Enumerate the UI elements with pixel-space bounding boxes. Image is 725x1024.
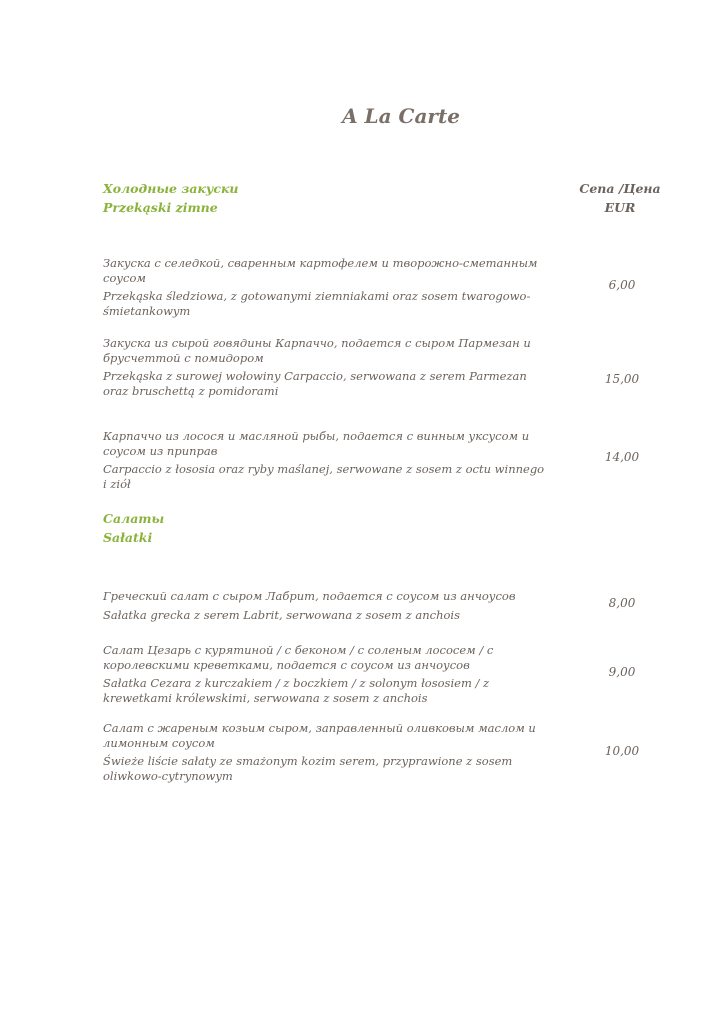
item-description-ru: Закуска с селедкой, сваренным картофелем и творожно-сметанным соусом [103, 256, 538, 285]
section-heading-cold-appetizers [103, 179, 239, 217]
item-price: 8,00 [608, 596, 636, 610]
item-price: 15,00 [604, 372, 640, 386]
price-column-header [570, 179, 670, 217]
item-description-pl: Carpaccio z łososia oraz ryby maślanej, serwowane z sosem z octu winnego i ziół [103, 462, 545, 491]
menu-item [103, 336, 548, 398]
page-title: A La Carte [342, 104, 460, 128]
section-name-ru: Салаты [103, 511, 165, 526]
item-description-pl: Przekąska śledziowa, z gotowanymi ziemniakami oraz sosem twarogowo-śmietankowym [103, 289, 531, 318]
section-name-pl: Sałatki [103, 530, 153, 545]
item-description-pl: Przekąska z surowej wołowiny Carpaccio, serwowana z serem Parmezan oraz bruschettą z pomidorami [103, 369, 527, 398]
menu-item [103, 256, 548, 318]
item-price: 14,00 [604, 450, 640, 464]
price-header-label: Cena /Цена [579, 181, 661, 196]
item-description-ru: Салат с жареным козьим сыром, заправленный оливковым маслом и лимонным соусом [103, 721, 536, 750]
section-heading-salads [103, 509, 164, 547]
price-header-currency: EUR [604, 200, 636, 215]
item-description-ru: Закуска из сырой говядины Карпаччо, подается с сыром Пармезан и брусчеттой с помидором [103, 336, 531, 365]
menu-item [103, 643, 548, 705]
item-description-pl: Sałatka Cezara z kurczakiem / z boczkiem / z solonym łososiem / z krewetkami królewskimi, serwowana z sosem z anchois [103, 676, 490, 705]
menu-item [103, 589, 548, 622]
menu-item [103, 429, 548, 491]
item-description-ru: Салат Цезарь с курятиной / с беконом / с соленым лососем / с королевскими креветками, подается с соусом из анчоусов [103, 643, 494, 672]
item-description-pl: Świeże liście sałaty ze smażonym kozim serem, przyprawione z sosem oliwkowo-cytrynowym [103, 754, 513, 783]
item-price: 10,00 [604, 744, 640, 758]
item-description-ru: Греческий салат с сыром Лабрит, подается с соусом из анчоусов [103, 589, 516, 603]
section-name-ru: Холодные закуски [103, 181, 239, 196]
item-description-pl: Sałatka grecka z serem Labrit, serwowana z sosem z anchois [103, 607, 460, 622]
item-price: 9,00 [608, 665, 636, 679]
menu-item [103, 721, 548, 783]
item-price: 6,00 [608, 278, 636, 292]
item-description-ru: Карпаччо из лосося и масляной рыбы, подается с винным уксусом и соусом из приправ [103, 429, 530, 458]
section-name-pl: Przekąski zimne [103, 200, 218, 215]
